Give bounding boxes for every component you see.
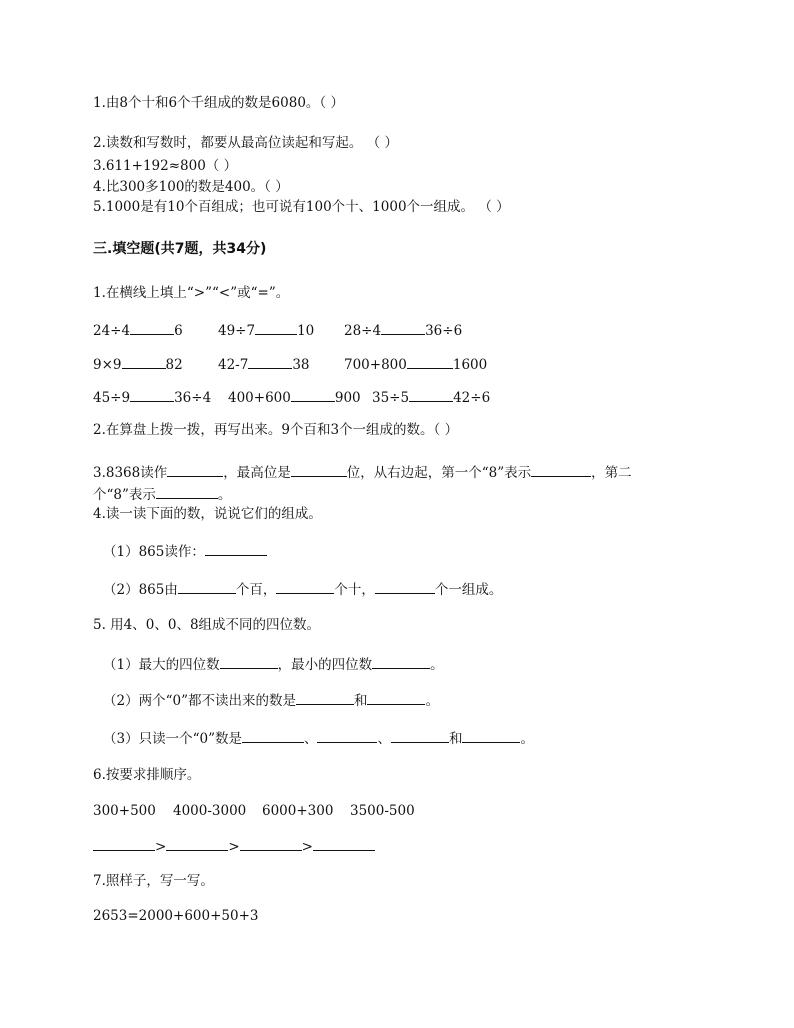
answer-blank[interactable] [178,579,236,594]
q1-title: 1.在横线上填上“>”“<”或“=”。 [93,285,290,301]
answer-blank[interactable] [248,354,292,369]
q4-title: 4.读一读下面的数，说说它们的组成。 [93,506,322,522]
compare-item: 35÷5 42÷6 [372,387,490,407]
answer-blank[interactable] [291,387,335,402]
q6-expr: 4000-3000 [173,803,247,819]
compare-item: 9×9 82 [93,354,183,374]
q6-title: 6.按要求排顺序。 [93,767,201,783]
q6-expr: 6000+300 [262,803,334,819]
compare-item: 42-7 38 [218,354,310,374]
q6-expr: 3500-500 [350,803,415,819]
answer-blank[interactable] [531,462,591,477]
compare-item: 28÷4 36÷6 [344,320,462,340]
answer-blank[interactable] [93,836,155,851]
judge-item-2: 2.读数和写数时，都要从最高位读起和写起。 （ ） [93,135,398,151]
q4-sub-1: （1）865读作： [103,541,267,561]
q3-line-1: 3.8368读作 ，最高位是 位，从右边起，第一个“8”表示 ，第二 [93,462,632,482]
compare-item: 24÷4 6 [93,320,183,340]
answer-blank[interactable] [255,320,297,335]
q5-sub-2: （2）两个“0”都不读出来的数是 和 。 [103,690,439,710]
answer-blank[interactable] [381,320,425,335]
q5-title: 5. 用4、0、0、8组成不同的四位数。 [93,617,321,633]
judge-item-3: 3.611+192≈800（ ） [93,158,238,174]
q7-example: 2653=2000+600+50+3 [93,908,259,924]
answer-blank[interactable] [372,654,430,669]
compare-item: 700+800 1600 [344,354,487,374]
answer-blank[interactable] [407,354,453,369]
answer-blank[interactable] [205,541,267,556]
q5-sub-1: （1）最大的四位数 ，最小的四位数 。 [103,654,444,674]
answer-blank[interactable] [409,387,453,402]
judge-item-5: 5.1000是有10个百组成；也可说有100个十、1000个一组成。 （ ） [93,199,510,215]
q6-order-line: > > > [93,836,375,856]
q7-title: 7.照样子，写一写。 [93,873,214,889]
compare-item: 45÷9 36÷4 [93,387,211,407]
q2-text: 2.在算盘上拨一拨，再写出来。9个百和3个一组成的数。（ ） [93,422,459,438]
answer-blank[interactable] [242,728,304,743]
q4-sub-2: （2）865由 个百， 个十， 个一组成。 [103,579,502,599]
answer-blank[interactable] [167,462,223,477]
answer-blank[interactable] [220,654,278,669]
answer-blank[interactable] [296,690,354,705]
q3-line-2: 个“8”表示 。 [93,484,231,504]
answer-blank[interactable] [367,690,425,705]
judge-item-1: 1.由8个十和6个千组成的数是6080。（ ） [93,95,344,111]
answer-blank[interactable] [313,836,375,851]
answer-blank[interactable] [276,579,334,594]
answer-blank[interactable] [122,354,166,369]
answer-blank[interactable] [240,836,302,851]
judge-item-4: 4.比300多100的数是400。（ ） [93,179,289,195]
compare-item: 49÷7 10 [218,320,314,340]
answer-blank[interactable] [291,462,347,477]
answer-blank[interactable] [166,836,228,851]
answer-blank[interactable] [130,387,174,402]
answer-blank[interactable] [391,728,449,743]
answer-blank[interactable] [462,728,520,743]
answer-blank[interactable] [130,320,174,335]
compare-item: 400+600 900 [228,387,361,407]
answer-blank[interactable] [317,728,377,743]
section-title: 三.填空题(共7题，共34分) [93,241,267,257]
q6-expr: 300+500 [93,803,156,819]
answer-blank[interactable] [156,484,218,499]
q5-sub-3: （3）只读一个“0”数是 、 、 和 。 [103,728,534,748]
answer-blank[interactable] [375,579,435,594]
